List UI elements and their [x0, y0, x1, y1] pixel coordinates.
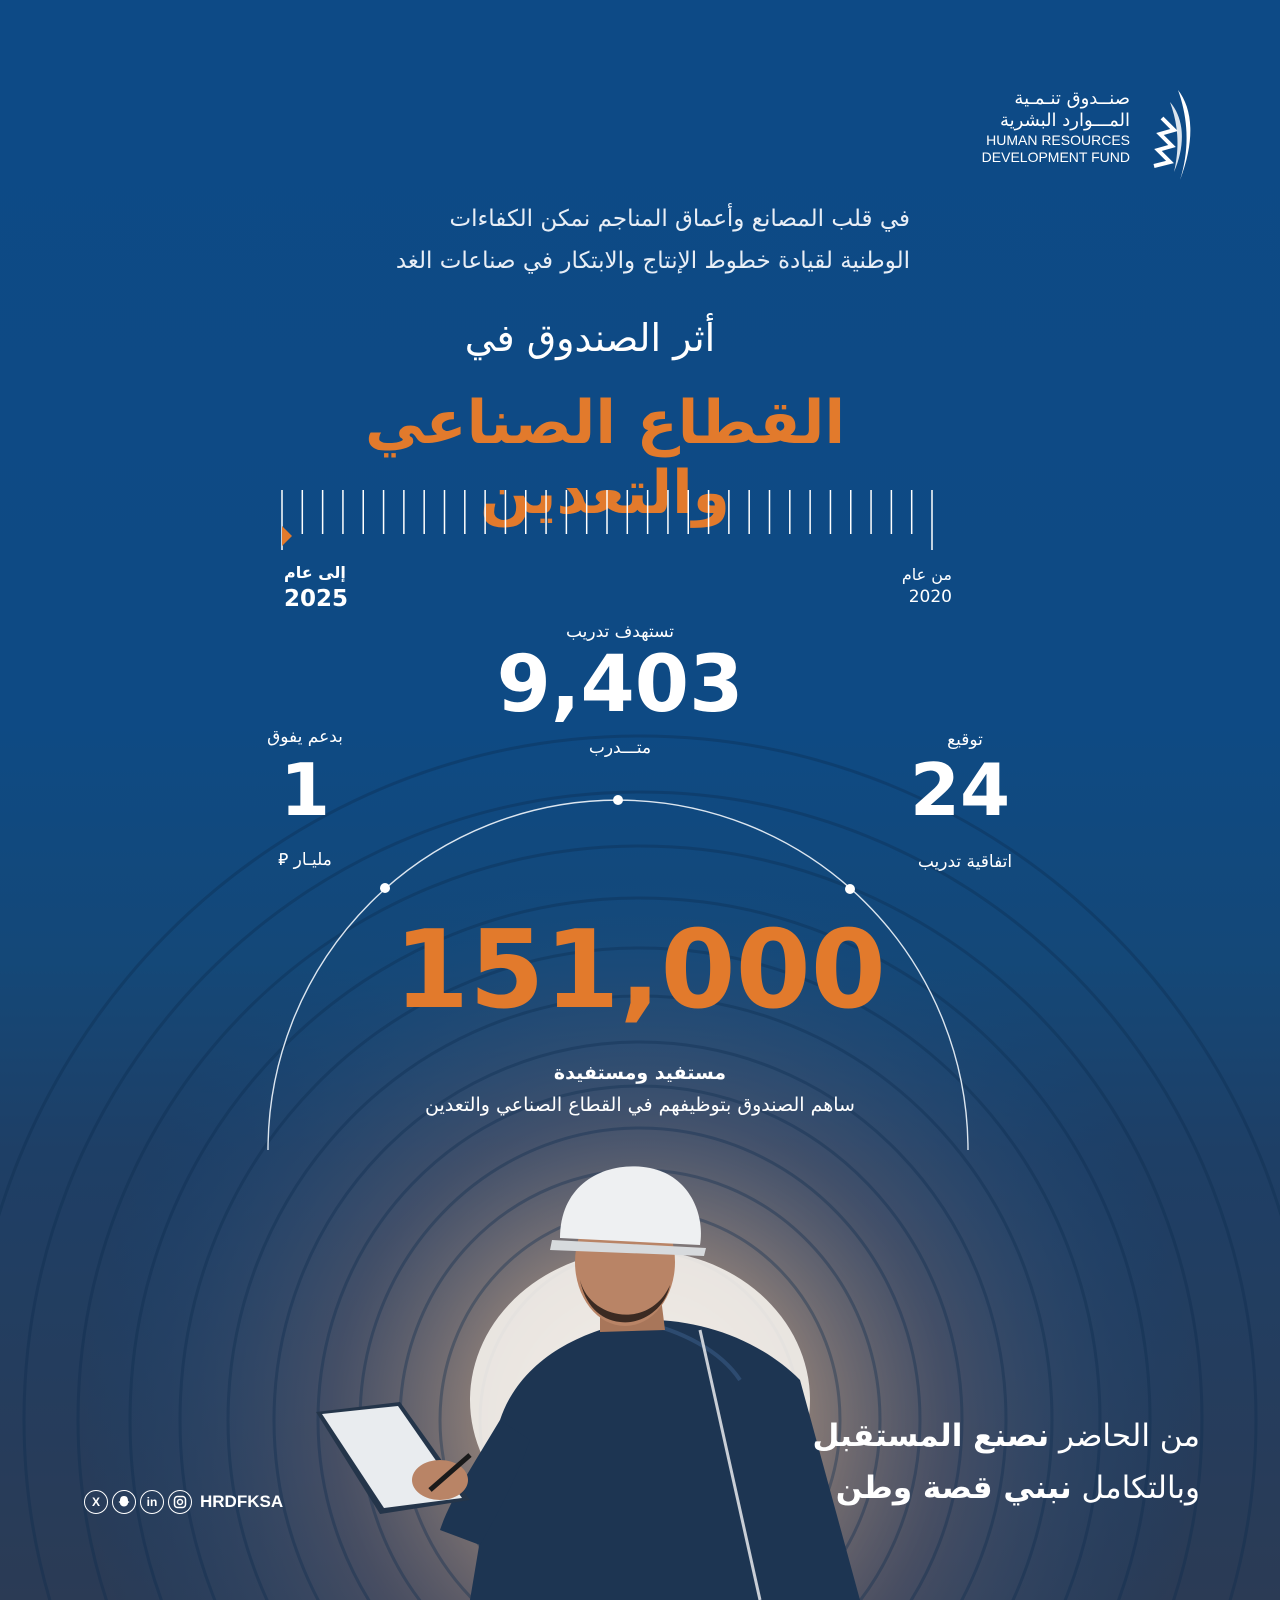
slogan-line2: [680, 1470, 1200, 1506]
slogan-line1-bold: نصنع المستقبل: [812, 1418, 1050, 1454]
heading: أثر الصندوق في: [464, 316, 716, 360]
slogan-line1-prefix: من الحاضر: [1059, 1418, 1200, 1454]
logo-arabic-line1: صنــدوق تنـمـية: [1014, 88, 1130, 109]
slogan-line2-prefix: وبالتكامل: [1081, 1470, 1200, 1506]
instagram-icon[interactable]: [168, 1490, 192, 1514]
linkedin-icon[interactable]: in: [140, 1490, 164, 1514]
agreements-unit: اتفاقية تدريب: [917, 852, 1013, 872]
beneficiaries-label: مستفيد ومستفيدة: [553, 1062, 727, 1084]
social-links: [84, 1488, 283, 1516]
social-handle[interactable]: HRDFKSA: [200, 1492, 284, 1511]
agreements-value: 24: [909, 748, 1011, 832]
beneficiaries-description: ساهم الصندوق بتوظيفهم في القطاع الصناعي والتعدين: [425, 1094, 855, 1116]
logo-english-line1: HUMAN RESOURCES: [986, 132, 1130, 148]
logo-english-line2: DEVELOPMENT FUND: [981, 149, 1130, 165]
intro-line2: الوطنية لقيادة خطوط الإنتاج والابتكار في صناعات الغد: [395, 248, 910, 274]
slogan-line2-bold: نبني قصة وطن: [835, 1470, 1072, 1506]
slogan-line1: [680, 1418, 1200, 1454]
trainees-value: 9,403: [496, 640, 744, 730]
timeline-from-year: 2020: [908, 587, 952, 607]
intro-line1: في قلب المصانع وأعماق المناجم نمكن الكفاءات: [449, 206, 910, 232]
logo-arabic-line2: المـــوارد البشرية: [999, 110, 1130, 131]
x-icon[interactable]: X: [84, 1490, 108, 1514]
timeline-to-label: إلى عام: [284, 563, 346, 582]
support-value: 1: [279, 748, 331, 832]
support-label: بدعم يفوق: [267, 727, 343, 747]
timeline-to-year: 2025: [284, 586, 349, 612]
agreements-label: توقيع: [947, 730, 983, 750]
timeline-from-label: من عام: [901, 565, 952, 584]
beneficiaries-value: 151,000: [394, 908, 886, 1033]
trainees-label: تستهدف تدريب: [565, 622, 675, 642]
support-unit: مليـار ⃁: [278, 850, 332, 870]
page-title: القطاع الصناعي والتعدين: [364, 388, 846, 528]
trainees-unit: متـــدرب: [588, 738, 652, 758]
snapchat-icon[interactable]: [112, 1490, 136, 1514]
